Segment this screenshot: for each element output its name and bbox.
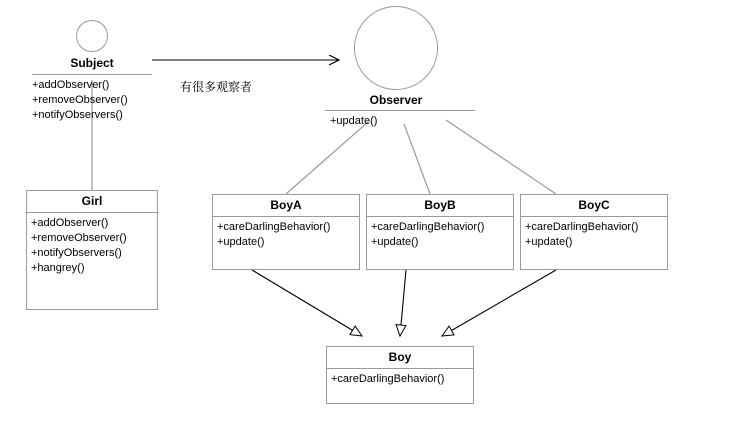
subject-op-0: +addObserver() bbox=[32, 79, 110, 91]
subject-title: Subject bbox=[70, 56, 114, 70]
edge-boyb-boy bbox=[400, 270, 406, 336]
edge-label-many-observers: 有很多观察者 bbox=[180, 80, 253, 94]
boy-title: Boy bbox=[388, 350, 412, 364]
girl-op-0: +addObserver() bbox=[31, 217, 109, 229]
boyb-title: BoyB bbox=[424, 198, 456, 212]
observer-divider bbox=[325, 110, 475, 111]
boya-operations bbox=[213, 217, 359, 254]
girl-title: Girl bbox=[81, 194, 103, 208]
node-subject[interactable] bbox=[0, 0, 180, 130]
edge-boya-boy bbox=[252, 270, 362, 336]
node-boyb[interactable] bbox=[366, 194, 514, 270]
observer-op-0: +update() bbox=[330, 115, 378, 127]
boyb-op-0: +careDarlingBehavior() bbox=[371, 221, 485, 233]
edge-boyc-boy bbox=[442, 270, 556, 336]
boyb-operations bbox=[367, 217, 513, 254]
girl-operations bbox=[27, 213, 157, 280]
girl-op-1: +removeObserver() bbox=[31, 232, 127, 244]
node-boya[interactable] bbox=[212, 194, 360, 270]
boya-op-1: +update() bbox=[217, 236, 265, 248]
observer-title: Observer bbox=[369, 93, 423, 107]
node-girl[interactable] bbox=[26, 190, 158, 310]
girl-op-3: +hangrey() bbox=[31, 262, 85, 274]
subject-op-1: +removeObserver() bbox=[32, 94, 128, 106]
subject-circle bbox=[76, 20, 108, 52]
boya-op-0: +careDarlingBehavior() bbox=[217, 221, 331, 233]
subject-operations bbox=[32, 78, 182, 123]
boy-op-0: +careDarlingBehavior() bbox=[331, 373, 445, 385]
observer-operations bbox=[330, 114, 490, 129]
subject-op-2: +notifyObservers() bbox=[32, 109, 123, 121]
boya-title: BoyA bbox=[270, 198, 302, 212]
observer-circle bbox=[354, 6, 438, 90]
boy-operations bbox=[327, 369, 473, 391]
node-boyc[interactable] bbox=[520, 194, 668, 270]
boyc-op-1: +update() bbox=[525, 236, 573, 248]
node-observer[interactable] bbox=[320, 0, 520, 140]
boyc-op-0: +careDarlingBehavior() bbox=[525, 221, 639, 233]
subject-divider bbox=[32, 74, 152, 75]
boyb-op-1: +update() bbox=[371, 236, 419, 248]
boyc-operations bbox=[521, 217, 667, 254]
boyc-title: BoyC bbox=[578, 198, 610, 212]
girl-op-2: +notifyObservers() bbox=[31, 247, 122, 259]
node-boy[interactable] bbox=[326, 346, 474, 404]
